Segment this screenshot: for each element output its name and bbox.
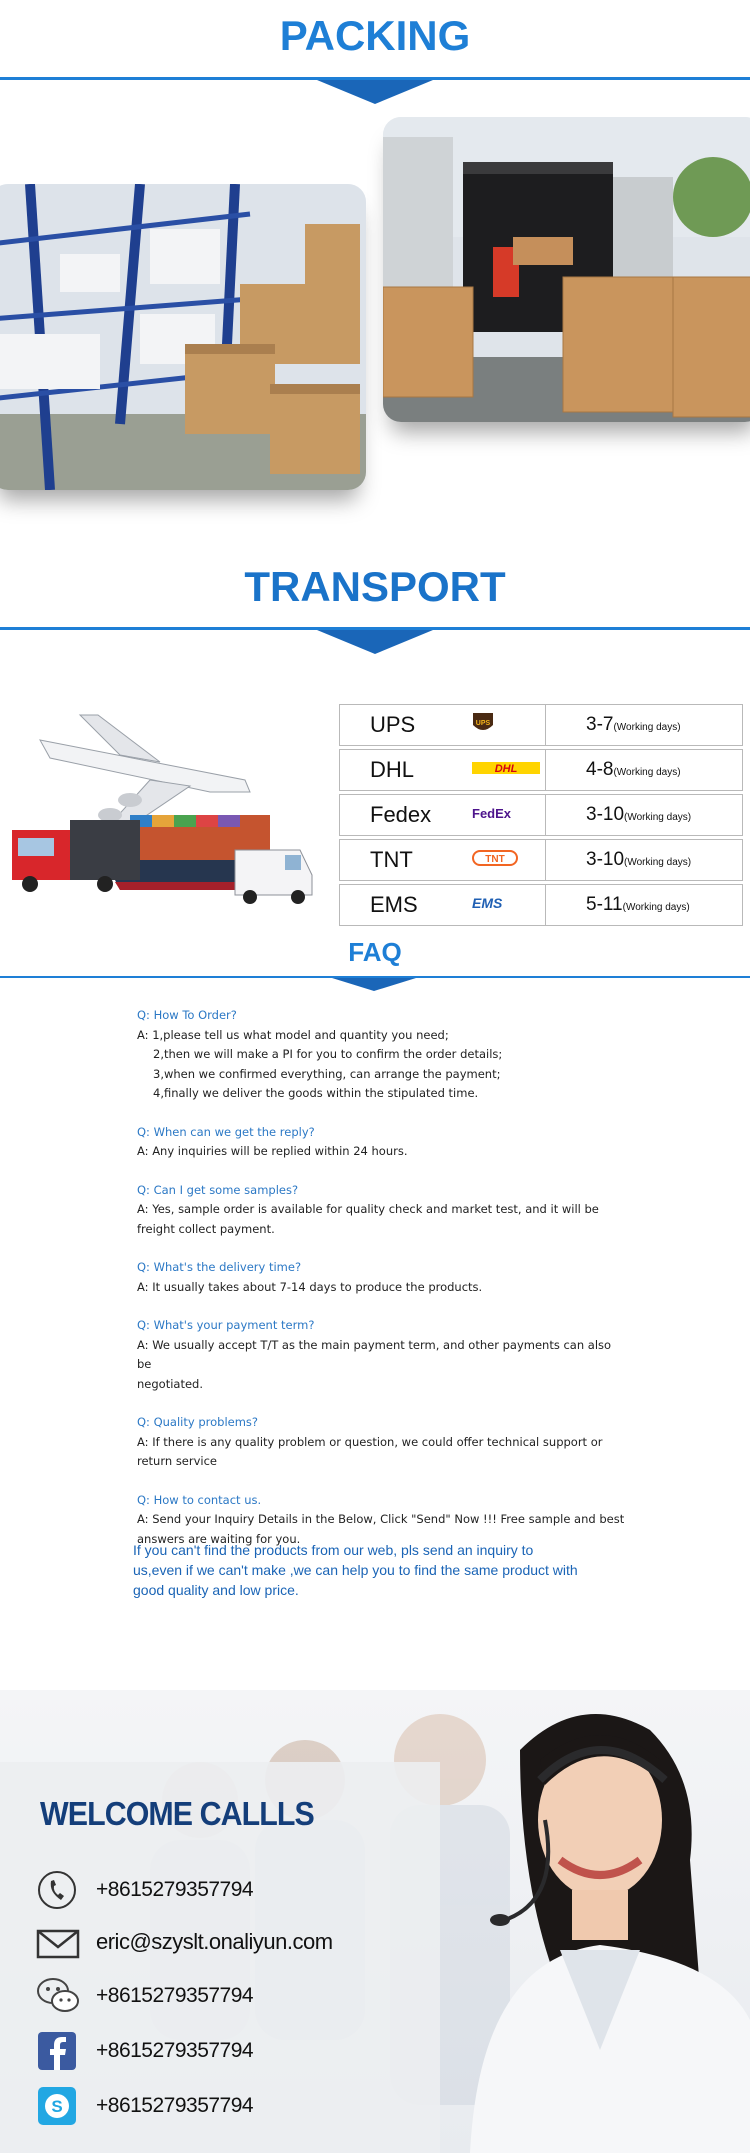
svg-text:DHL: DHL [494,762,518,775]
wechat-number: +8615279357794 [96,1984,254,2007]
wechat-icon [36,1976,80,2016]
delivery-unit: (Working days) [622,902,690,913]
fedex-logo-icon [471,794,546,836]
faq-answer: freight collect payment. [137,1221,275,1236]
delivery-days: 3-10 [586,849,625,870]
ems-logo-icon [471,884,546,926]
phone-number: +8615279357794 [96,1878,254,1901]
faq-question: Q: What's your payment term? [137,1318,315,1332]
faq-list [137,1006,627,1568]
table-row [339,749,743,791]
contact-email[interactable] [36,1923,436,1963]
svg-text:TNT: TNT [485,853,505,865]
faq-question: Q: When can we get the reply? [137,1124,315,1139]
contact-wechat[interactable] [36,1976,436,2016]
delivery-unit: (Working days) [624,812,692,823]
svg-text:S: S [51,2097,63,2116]
faq-answer: negotiated. [137,1376,203,1391]
faq-question: Q: Can I get some samples? [137,1182,299,1197]
delivery-days: 3-7 [586,714,614,735]
delivery-days: 4-8 [586,759,614,780]
operator-woman [470,1714,750,2153]
carrier-name: EMS [339,884,471,926]
svg-text:UPS: UPS [475,719,491,727]
faq-answer: A: It usually takes about 7-14 days to produce the products. [137,1279,483,1294]
delivery-unit: (Working days) [613,767,681,778]
faq-answer: answers are waiting for you. [137,1531,301,1546]
warehouse-photo [0,184,366,490]
faq-item [137,1258,627,1297]
faq-answer: A: Send your Inquiry Details in the Below, Click "Send" Now !!! Free sample and best [137,1512,625,1526]
tnt-logo-icon [471,839,546,881]
phone-icon [36,1870,80,1910]
faq-answer: A: Any inquiries will be replied within 24 hours. [137,1144,408,1158]
faq-title: FAQ [348,937,402,967]
skype-number: +8615279357794 [96,2094,254,2117]
faq-item [137,1123,627,1162]
inquiry-note-line: us,even if we can't make ,we can help you to find the same product with [133,1562,578,1578]
table-row [339,794,743,836]
faq-item [137,1006,627,1104]
carrier-name: TNT [339,839,471,881]
carrier-name: Fedex [339,794,471,836]
facebook-number: +8615279357794 [96,2039,254,2062]
faq-question: Q: What's the delivery time? [137,1260,302,1274]
faq-divider-arrow [332,978,416,991]
faq-answer: A: 1,please tell us what model and quantity you need; [137,1027,449,1042]
packing-title: PACKING [279,12,471,59]
carrier-name: DHL [339,749,471,791]
svg-text:FedEx: FedEx [472,805,512,821]
contact-phone[interactable] [36,1870,436,1910]
table-row [339,704,743,746]
faq-question: Q: How To Order? [137,1008,237,1022]
contact-skype[interactable] [36,2086,436,2126]
faq-answer: A: We usually accept T/T as the main payment term, and other payments can also be [137,1337,612,1371]
faq-answer: 4,finally we deliver the goods within the stipulated time. [153,1086,479,1100]
mail-icon [36,1923,80,1963]
skype-icon [36,2086,80,2126]
inquiry-note [133,1540,633,1600]
faq-item [137,1181,627,1240]
transport-vehicles-image [10,700,320,905]
faq-answer: 3,when we confirmed everything, can arrange the payment; [153,1066,501,1081]
van-icon [235,850,312,904]
contact-facebook[interactable] [36,2031,436,2071]
carrier-name: UPS [339,704,471,746]
dhl-logo-icon [471,749,546,791]
transport-divider-arrow [317,630,433,654]
table-row [339,884,743,926]
ups-logo-icon [471,704,546,746]
faq-question: Q: How to contact us. [137,1492,262,1507]
faq-answer: A: Yes, sample order is available for quality check and market test, and it will be [137,1202,599,1216]
loading-truck-photo [383,117,750,422]
faq-item [137,1316,627,1394]
airplane-icon [40,715,250,830]
welcome-title: WELCOME CALLLS [40,1795,314,1832]
delivery-days: 3-10 [586,804,625,825]
inquiry-note-line: good quality and low price. [133,1582,299,1598]
delivery-unit: (Working days) [613,722,681,733]
facebook-icon [36,2031,80,2071]
packing-divider-arrow [317,80,433,104]
transport-title: TRANSPORT [244,563,506,610]
faq-item [137,1413,627,1472]
svg-text:EMS: EMS [472,894,503,911]
delivery-days: 5-11 [586,894,623,915]
faq-answer: 2,then we will make a PI for you to confirm the order details; [153,1047,503,1061]
faq-answer: return service [137,1454,218,1468]
faq-answer: A: If there is any quality problem or question, we could offer technical support or [137,1434,603,1449]
delivery-unit: (Working days) [624,857,692,868]
inquiry-note-line: If you can't find the products from our web, pls send an inquiry to [133,1542,534,1558]
table-row [339,839,743,881]
email-address: eric@szyslt.onaliyun.com [96,1929,333,1954]
shipping-table [339,701,743,929]
faq-question: Q: Quality problems? [137,1415,259,1429]
